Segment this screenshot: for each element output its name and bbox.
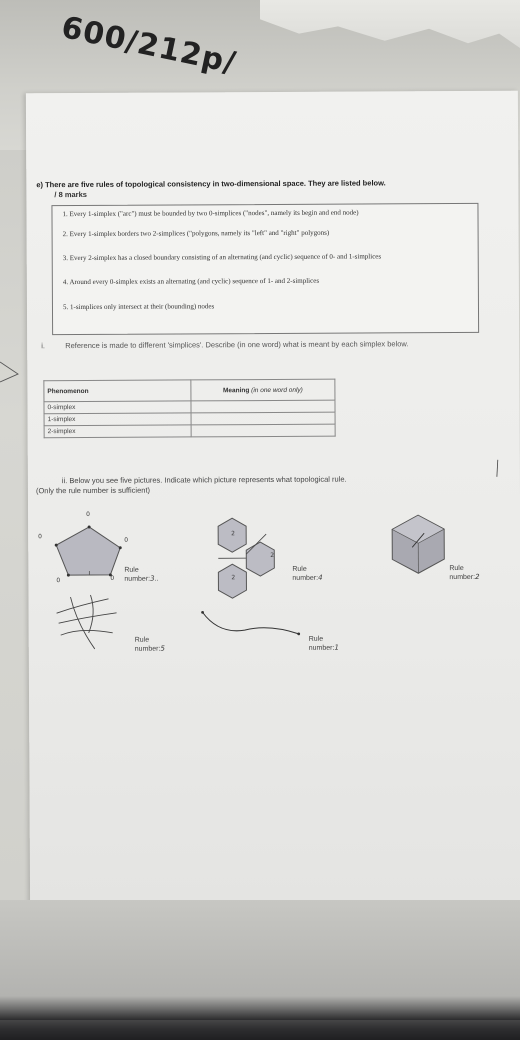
marks-label: / 8 marks [54,189,87,200]
curve-figure [199,604,309,645]
rule-answer: 5 [160,644,165,653]
meaning-cell[interactable] [191,412,335,425]
phenomenon-cell: 2-simplex [44,425,191,438]
line-path [59,613,117,623]
rule-answer: 2 [475,572,480,581]
rule-number: 1. [62,210,68,219]
rule-number: 4. [62,278,69,287]
rule-number-label [135,645,165,654]
pentagon-shape [56,527,120,575]
pen-mark-left [0,358,22,384]
rules-box [51,203,479,335]
question-i-text: Reference is made to different 'simplices'. Describe (in one word) what is meant by each simplex below. [65,339,409,351]
paper-fold-bottom [0,900,520,1020]
node-label: 0 [124,536,129,544]
polygon-label: 2 [231,574,236,582]
table-row [44,424,335,438]
hexagons-figure [208,516,308,602]
simplex-table [43,379,335,439]
rule-number-label: number:3.. [124,574,159,583]
node-label: 0 [38,533,43,541]
node-label: 0 [56,577,61,585]
number-label: number: [292,574,319,582]
rule-3 [63,252,463,262]
line-path [88,595,93,633]
rule-4 [63,276,463,286]
node-label: 0 [86,510,90,518]
column-header-meaning [191,379,335,401]
rule-label: Rule [124,566,139,574]
exam-paper [26,91,520,914]
rule-text: Around every 0-simplex exists an alternating (and cyclic) sequence of 1- and 2-simplices [69,276,320,287]
handwritten-student-id: 600/212p/ [58,9,240,82]
phenomenon-cell: 0-simplex [44,401,191,414]
rule-answer: 4 [318,573,323,582]
arc-path [203,612,299,635]
polygon-label: 2 [231,530,236,538]
rule-2 [63,228,463,238]
rule-answer: 1 [334,643,339,652]
node-label: 0 [110,574,115,582]
rule-text: Every 1-simplex ("arc") must be bounded by two 0-simplices ("nodes", namely its begin and end node) [69,208,359,219]
meaning-label: Meaning [222,386,250,394]
polygon-label: 2 [270,552,275,560]
rule-number-label [309,644,339,653]
number-label: number: [449,573,476,582]
rule-number-label [292,574,322,583]
question-ii-line2: (Only the rule number is sufficient) [35,485,151,496]
question-ii-text: Below you see five pictures. Indicate which picture represents what topological rule. [69,474,347,486]
node-dot [88,525,91,528]
rule-text: 1-simplices only intersect at their (bounding) nodes [69,302,215,312]
rule-number-label [449,573,479,582]
number-label: number: [124,575,151,583]
node-dot [119,546,122,549]
rule-number: 5. [62,303,69,312]
rule-answer: 3 [150,574,155,583]
rule-number: 3. [62,254,68,263]
rule-label: Rule [449,565,464,573]
table-header-row [44,379,335,402]
line-path [57,599,109,613]
question-e-header [36,178,506,190]
question-ii-number: ii. [61,476,68,486]
single-hexagon-figure [388,513,448,578]
hexagons-rule-label [292,566,322,583]
single-hexagon-rule-label [449,565,479,582]
meaning-cell[interactable] [191,400,335,413]
meaning-cell[interactable] [191,424,335,437]
rule-text: Every 2-simplex has a closed boundary consisting of an alternating (and cyclic) sequence of 0- and 1-simplices [69,252,382,263]
rule-5 [63,301,463,311]
pen-mark-right [494,459,502,479]
rule-1 [62,208,462,218]
node-dot [67,574,70,577]
rule-number: 2. [62,230,68,239]
phenomenon-cell: 1-simplex [44,413,191,426]
question-i [41,339,491,351]
question-e-text: e) There are five rules of topological consistency in two-dimensional space. They are listed below. [36,178,386,190]
crossing-lines-rule-label [135,637,165,654]
curve-rule-label [309,636,339,653]
number-label: number: [134,645,161,653]
rule-label: Rule [292,565,307,573]
question-ii [36,474,506,496]
question-i-number: i. [41,341,45,351]
rule-label: Rule [134,636,150,644]
number-label: number: [308,644,335,652]
rule-label: Rule [308,635,324,643]
line-path [61,630,113,635]
begin-node [201,611,204,614]
column-header-phenomenon: Phenomenon [44,380,191,402]
crossing-lines-figure [50,593,130,653]
node-dot [55,544,58,547]
pentagon-rule-label [124,567,158,584]
end-node [297,632,300,635]
rule-text: Every 1-simplex borders two 2-simplices ("polygons, namely its "left" and "right" polygons) [69,228,330,239]
meaning-hint: (in one word only) [251,386,303,394]
